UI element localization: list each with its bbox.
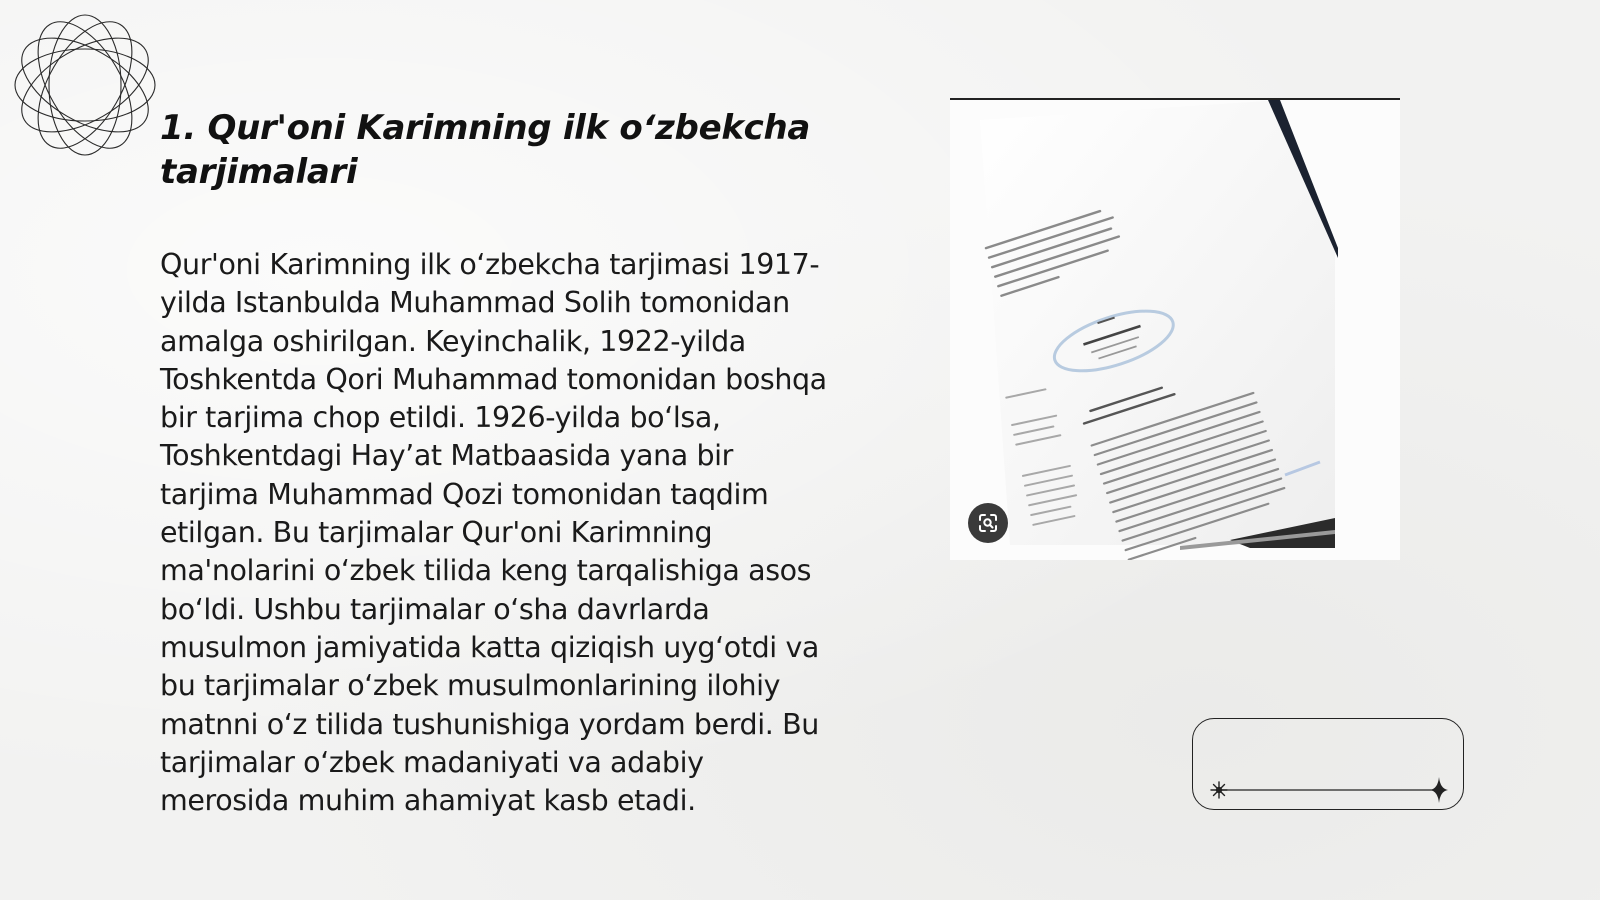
slide-body-text: Qur'oni Karimning ilk o‘zbekcha tarjimasi 1917-yilda Istanbulda Muhammad Solih tomonidan amalga oshirilgan. Keyinchalik, 1922-yilda Toshkentda Qori Muhammad tomonidan boshqa bir tarjima chop etildi. 1926-yilda bo‘lsa, Toshkentdagi Hay’at Matbaasida yana bir tarjima Muhammad Qozi tomonidan taqdim etilgan. Bu tarjimalar Qur'oni Karimning ma'nolarini o‘zbek tilida keng tarqalishiga asos bo‘ldi. Ushbu tarjimalar o‘sha davrlarda musulmon jamiyatida katta qiziqish uyg‘otdi va bu tarjimalar o‘zbek musulmonlarining ilohiy matnni o‘z tilida tushunishiga yordam berdi. Bu tarjimalar o‘zbek madaniyati va adabiy merosida muhim ahamiyat kasb etadi.	[160, 248, 827, 818]
four-point-star-icon	[1430, 777, 1448, 803]
decorative-card	[1192, 718, 1464, 810]
interlocking-circles-icon	[10, 10, 160, 160]
book-page-photo	[950, 98, 1400, 560]
sparkle-icon	[1211, 782, 1227, 798]
visual-search-icon	[976, 511, 1000, 535]
visual-search-button[interactable]	[968, 503, 1008, 543]
slide-title: 1. Qur'oni Karimning ilk o‘zbekcha tarjimalari	[160, 108, 811, 192]
